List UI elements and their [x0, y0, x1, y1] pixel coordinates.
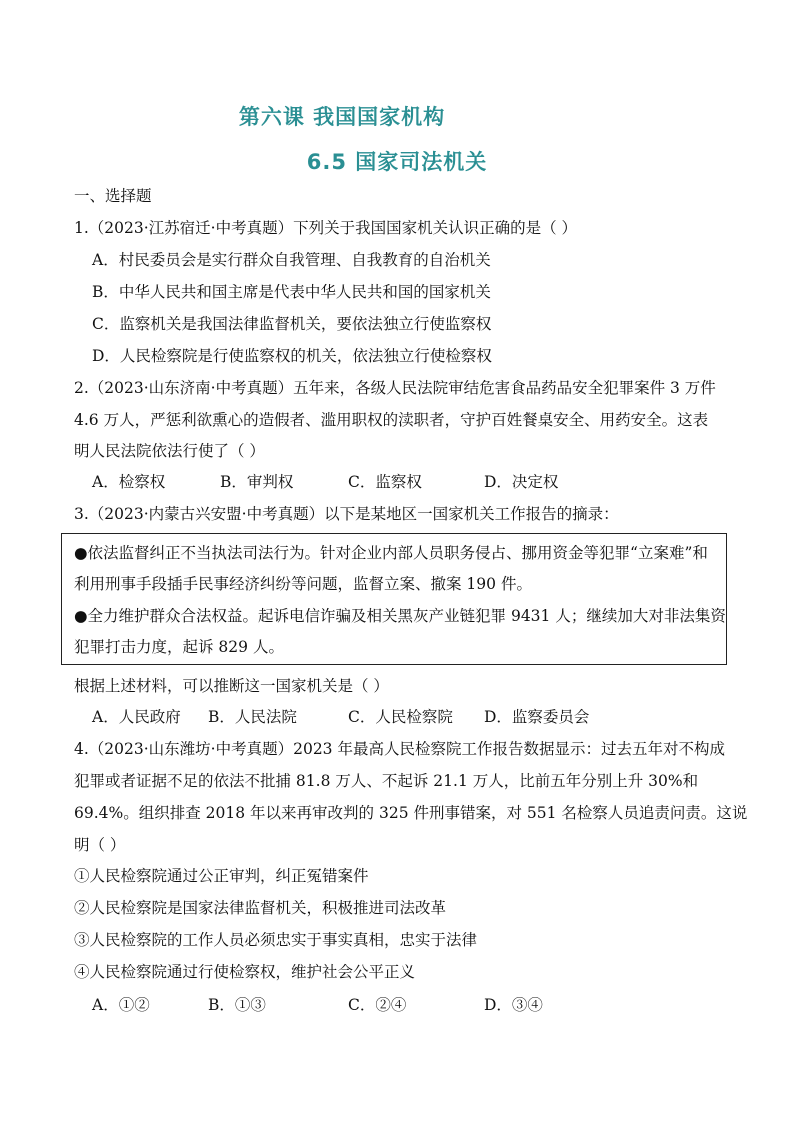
q4-option-b: B．①③	[208, 996, 266, 1014]
q4-statement-3: ③人民检察院的工作人员必须忠实于事实真相，忠实于法律	[74, 931, 478, 949]
q4-option-a: A．①②	[92, 996, 150, 1014]
q4-option-d: D．③④	[484, 996, 543, 1014]
q1-option-c: C．监察机关是我国法律监督机关，要依法独立行使监察权	[92, 315, 492, 333]
q1-option-d: D．人民检察院是行使监察权的机关，依法独立行使检察权	[92, 347, 492, 365]
q3-material-line-3: ●全力维护群众合法权益。起诉电信诈骗及相关黑灰产业链犯罪 9431 人；继续加大对非法集资	[74, 607, 726, 625]
q3-material-line-4: 犯罪打击力度，起诉 829 人。	[74, 638, 284, 656]
q2-option-d: D．决定权	[484, 473, 559, 491]
q4-stem-line-3: 69.4%。组织排查 2018 年以来再审改判的 325 件刑事错案，对 551 名检察人员追责问责。这说	[74, 804, 748, 822]
section-label: 一、选择题	[74, 187, 152, 205]
lesson-title: 第六课 我国国家机构	[238, 105, 446, 129]
q3-options	[92, 707, 589, 727]
q4-statement-1: ①人民检察院通过公正审判，纠正冤错案件	[74, 867, 369, 885]
q2-options	[92, 472, 558, 492]
q3-material-line-2: 利用刑事手段插手民事经济纠纷等问题，监督立案、撤案 190 件。	[74, 575, 532, 593]
q4-stem-line-4: 明（ ）	[74, 836, 126, 854]
q3-option-d: D．监察委员会	[484, 708, 590, 726]
q3-option-c: C．人民检察院	[348, 708, 453, 726]
q4-option-c: C．②④	[348, 996, 407, 1014]
q1-option-b: B．中华人民共和国主席是代表中华人民共和国的国家机关	[92, 283, 491, 301]
q4-stem-line-2: 犯罪或者证据不足的依法不批捕 81.8 万人、不起诉 21.1 万人，比前五年分别上升 30%和	[74, 772, 699, 790]
q3-question: 根据上述材料，可以推断这一国家机关是（ ）	[74, 677, 389, 695]
q2-option-b: B．审判权	[220, 473, 294, 491]
q3-option-b: B．人民法院	[208, 708, 297, 726]
q3-material-line-1: ●依法监督纠正不当执法司法行为。针对企业内部人员职务侵占、挪用资金等犯罪“立案难”和	[74, 544, 708, 562]
q2-option-c: C．监察权	[348, 473, 422, 491]
q4-stem-line-1: 4.（2023·山东潍坊·中考真题）2023 年最高人民检察院工作报告数据显示：过去五年对不构成	[74, 740, 725, 758]
q1-option-a: A．村民委员会是实行群众自我管理、自我教育的自治机关	[92, 251, 491, 269]
q4-statement-4: ④人民检察院通过行使检察权，维护社会公平正义	[74, 963, 416, 981]
q2-stem-line-3: 明人民法院依法行使了（ ）	[74, 442, 265, 460]
q4-options	[92, 995, 543, 1015]
q2-stem-line-1: 2.（2023·山东济南·中考真题）五年来，各级人民法院审结危害食品药品安全犯罪案件 3 万件	[74, 379, 716, 397]
q1-stem: 1.（2023·江苏宿迁·中考真题）下列关于我国国家机关认识正确的是（ ）	[74, 219, 578, 237]
q3-option-a: A．人民政府	[92, 708, 181, 726]
q3-stem: 3.（2023·内蒙古兴安盟·中考真题）以下是某地区一国家机关工作报告的摘录：	[74, 505, 619, 523]
q2-stem-line-2: 4.6 万人，严惩利欲熏心的造假者、滥用职权的渎职者，守护百姓餐桌安全、用药安全。这表	[74, 411, 709, 429]
q2-option-a: A．检察权	[92, 473, 166, 491]
q3-material-box	[61, 533, 727, 665]
q4-statement-2: ②人民检察院是国家法律监督机关，积极推进司法改革	[74, 899, 447, 917]
section-title: 6.5 国家司法机关	[306, 150, 488, 174]
